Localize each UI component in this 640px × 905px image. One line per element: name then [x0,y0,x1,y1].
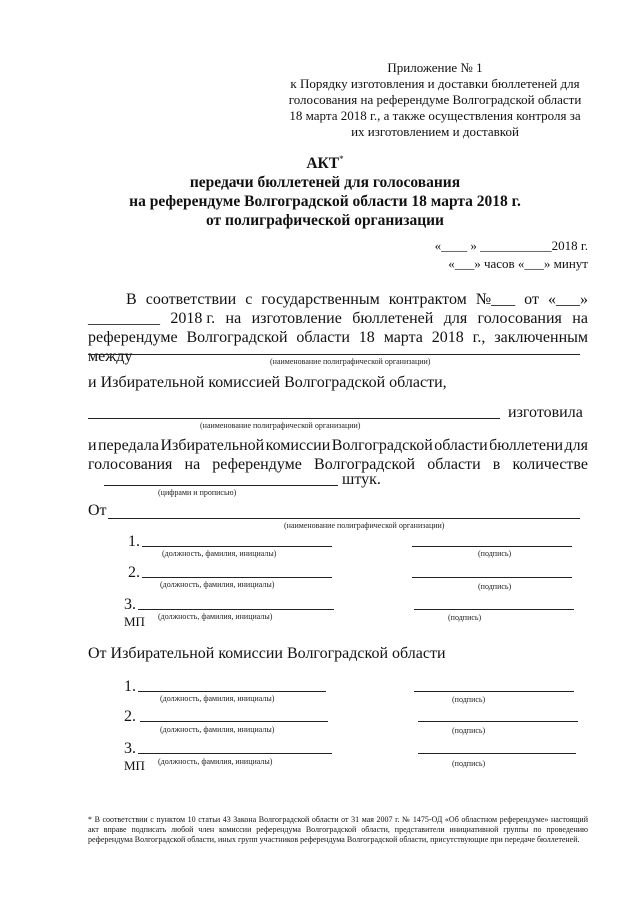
transfer-paragraph [88,436,588,474]
word: количестве [512,456,588,473]
word: _________ [88,310,160,327]
word: бюллетеней [352,310,434,327]
commission-text: и Избирательной комиссией Волгоградской области, [88,374,447,391]
word: контрактом [388,291,467,308]
word: Волгоградской [314,456,416,473]
signer-signature-caption: (подпись) [478,549,512,558]
from-org-name-line[interactable] [108,518,580,519]
signer-signature-line[interactable] [418,753,576,754]
from-org-caption: (наименование полиграфической организации) [284,521,445,530]
signer-signature-caption: (подпись) [452,726,486,735]
word: Избирательной [160,437,265,454]
document-title [60,150,590,230]
signer-number: 1. [124,678,136,695]
word: «___» [548,291,588,308]
signer-signature-line[interactable] [418,721,578,722]
word: в [492,456,501,473]
appendix-line: голосования на референдуме Волгоградской области [288,92,582,107]
word: на [184,456,201,473]
contract-line-2 [88,309,588,328]
word: комиссии [265,437,331,454]
signer-number: 2. [124,708,136,725]
date-line: «____ » ___________2018 г. [434,238,588,253]
word: бюллетени [489,437,564,454]
footnote: * В соответствии с пунктом 10 статьи 43 Закона Волгоградской области от 31 мая 2007 г. № 1475-ОД «Об областном референдуме» настоящий акт вправе подписать любой член комиссии референдума Волгоградской области, представители инициативной группы по проведению референдума Волгоградской области, иных групп участников референдума Волгоградской области, присутствующие при передаче бюллетеней. [88,815,588,844]
contract-line-1 [88,290,588,309]
word: Волгоградской [331,437,433,454]
signer-position-caption: (должность, фамилия, инициалы) [162,549,277,558]
org-made-line[interactable] [88,418,500,419]
signer-position-caption: (должность, фамилия, инициалы) [158,612,273,621]
signer-position-line[interactable] [142,577,332,578]
quantity-line[interactable] [104,485,338,486]
word: на [225,310,242,327]
stamp-mark: МП [124,758,145,773]
stamp-mark: МП [124,614,145,629]
signer-signature-line[interactable] [414,609,574,610]
word: изготовление [251,310,342,327]
word: области [427,456,481,473]
word: передала [97,437,160,454]
appendix-header [270,60,600,140]
from-org-label: От [88,502,107,519]
signer-signature-caption: (подпись) [452,759,486,768]
word: с [245,291,253,308]
org-name-caption: (наименование полиграфической организации) [270,357,431,366]
quantity-caption: (цифрами и прописью) [158,488,237,497]
footnote-mark: * [339,154,344,164]
signer-number: 3. [124,596,136,613]
word: государственным [261,291,380,308]
signer-position-caption: (должность, фамилия, инициалы) [160,725,275,734]
word: №___ [475,291,516,308]
word: для [564,437,588,454]
word: на [572,310,588,327]
appendix-line: 18 марта 2018 г., а также осуществления контроля за [289,108,581,123]
signer-position-line[interactable] [142,546,332,547]
signer-signature-line[interactable] [412,577,572,578]
signer-position-caption: (должность, фамилия, инициалы) [160,580,275,589]
word: и [88,437,97,454]
signer-signature-caption: (подпись) [478,582,512,591]
appendix-line: их изготовлением и доставкой [351,124,519,139]
word: референдуме [212,456,302,473]
title-line: на референдуме Волгоградской области 18 марта 2018 г. [129,193,521,211]
word: В [126,291,137,308]
time-line: «___» часов «___» минут [448,256,588,271]
contract-line-3: референдуме Волгоградской области 18 марта 2018 г., заключенным между [88,329,588,365]
word: 2018 г. [170,310,216,327]
signer-signature-caption: (подпись) [452,695,486,704]
transfer-line-2 [88,455,588,474]
signer-position-line[interactable] [140,721,328,722]
signer-number: 1. [128,533,140,550]
signer-signature-caption: (подпись) [448,613,482,622]
transfer-line-1 [88,436,588,455]
org-name-line[interactable] [88,354,580,355]
pieces-label: штук. [342,471,381,488]
word: для [443,310,468,327]
made-label: изготовила [508,404,583,421]
word: голосования [88,456,173,473]
title-line: от полиграфической организации [206,212,444,230]
signer-position-line[interactable] [138,691,326,692]
signer-position-caption: (должность, фамилия, инициалы) [158,757,273,766]
title-line: передачи бюллетеней для голосования [189,174,461,192]
signer-position-line[interactable] [138,609,334,610]
title-act: АКТ [306,155,340,173]
signer-position-caption: (должность, фамилия, инициалы) [160,694,275,703]
signer-position-line[interactable] [138,753,332,754]
signer-number: 2. [128,564,140,581]
word: от [524,291,539,308]
word: области [434,437,488,454]
signer-signature-line[interactable] [414,691,574,692]
signer-number: 3. [124,740,136,757]
appendix-number: Приложение № 1 [387,60,483,75]
from-commission-label: От Избирательной комиссии Волгоградской области [88,645,446,662]
word: голосования [477,310,562,327]
signer-signature-line[interactable] [412,546,572,547]
org-made-caption: (наименование полиграфической организации) [200,421,361,430]
word: соответствии [145,291,237,308]
appendix-line: к Порядку изготовления и доставки бюллетеней для [290,76,580,91]
